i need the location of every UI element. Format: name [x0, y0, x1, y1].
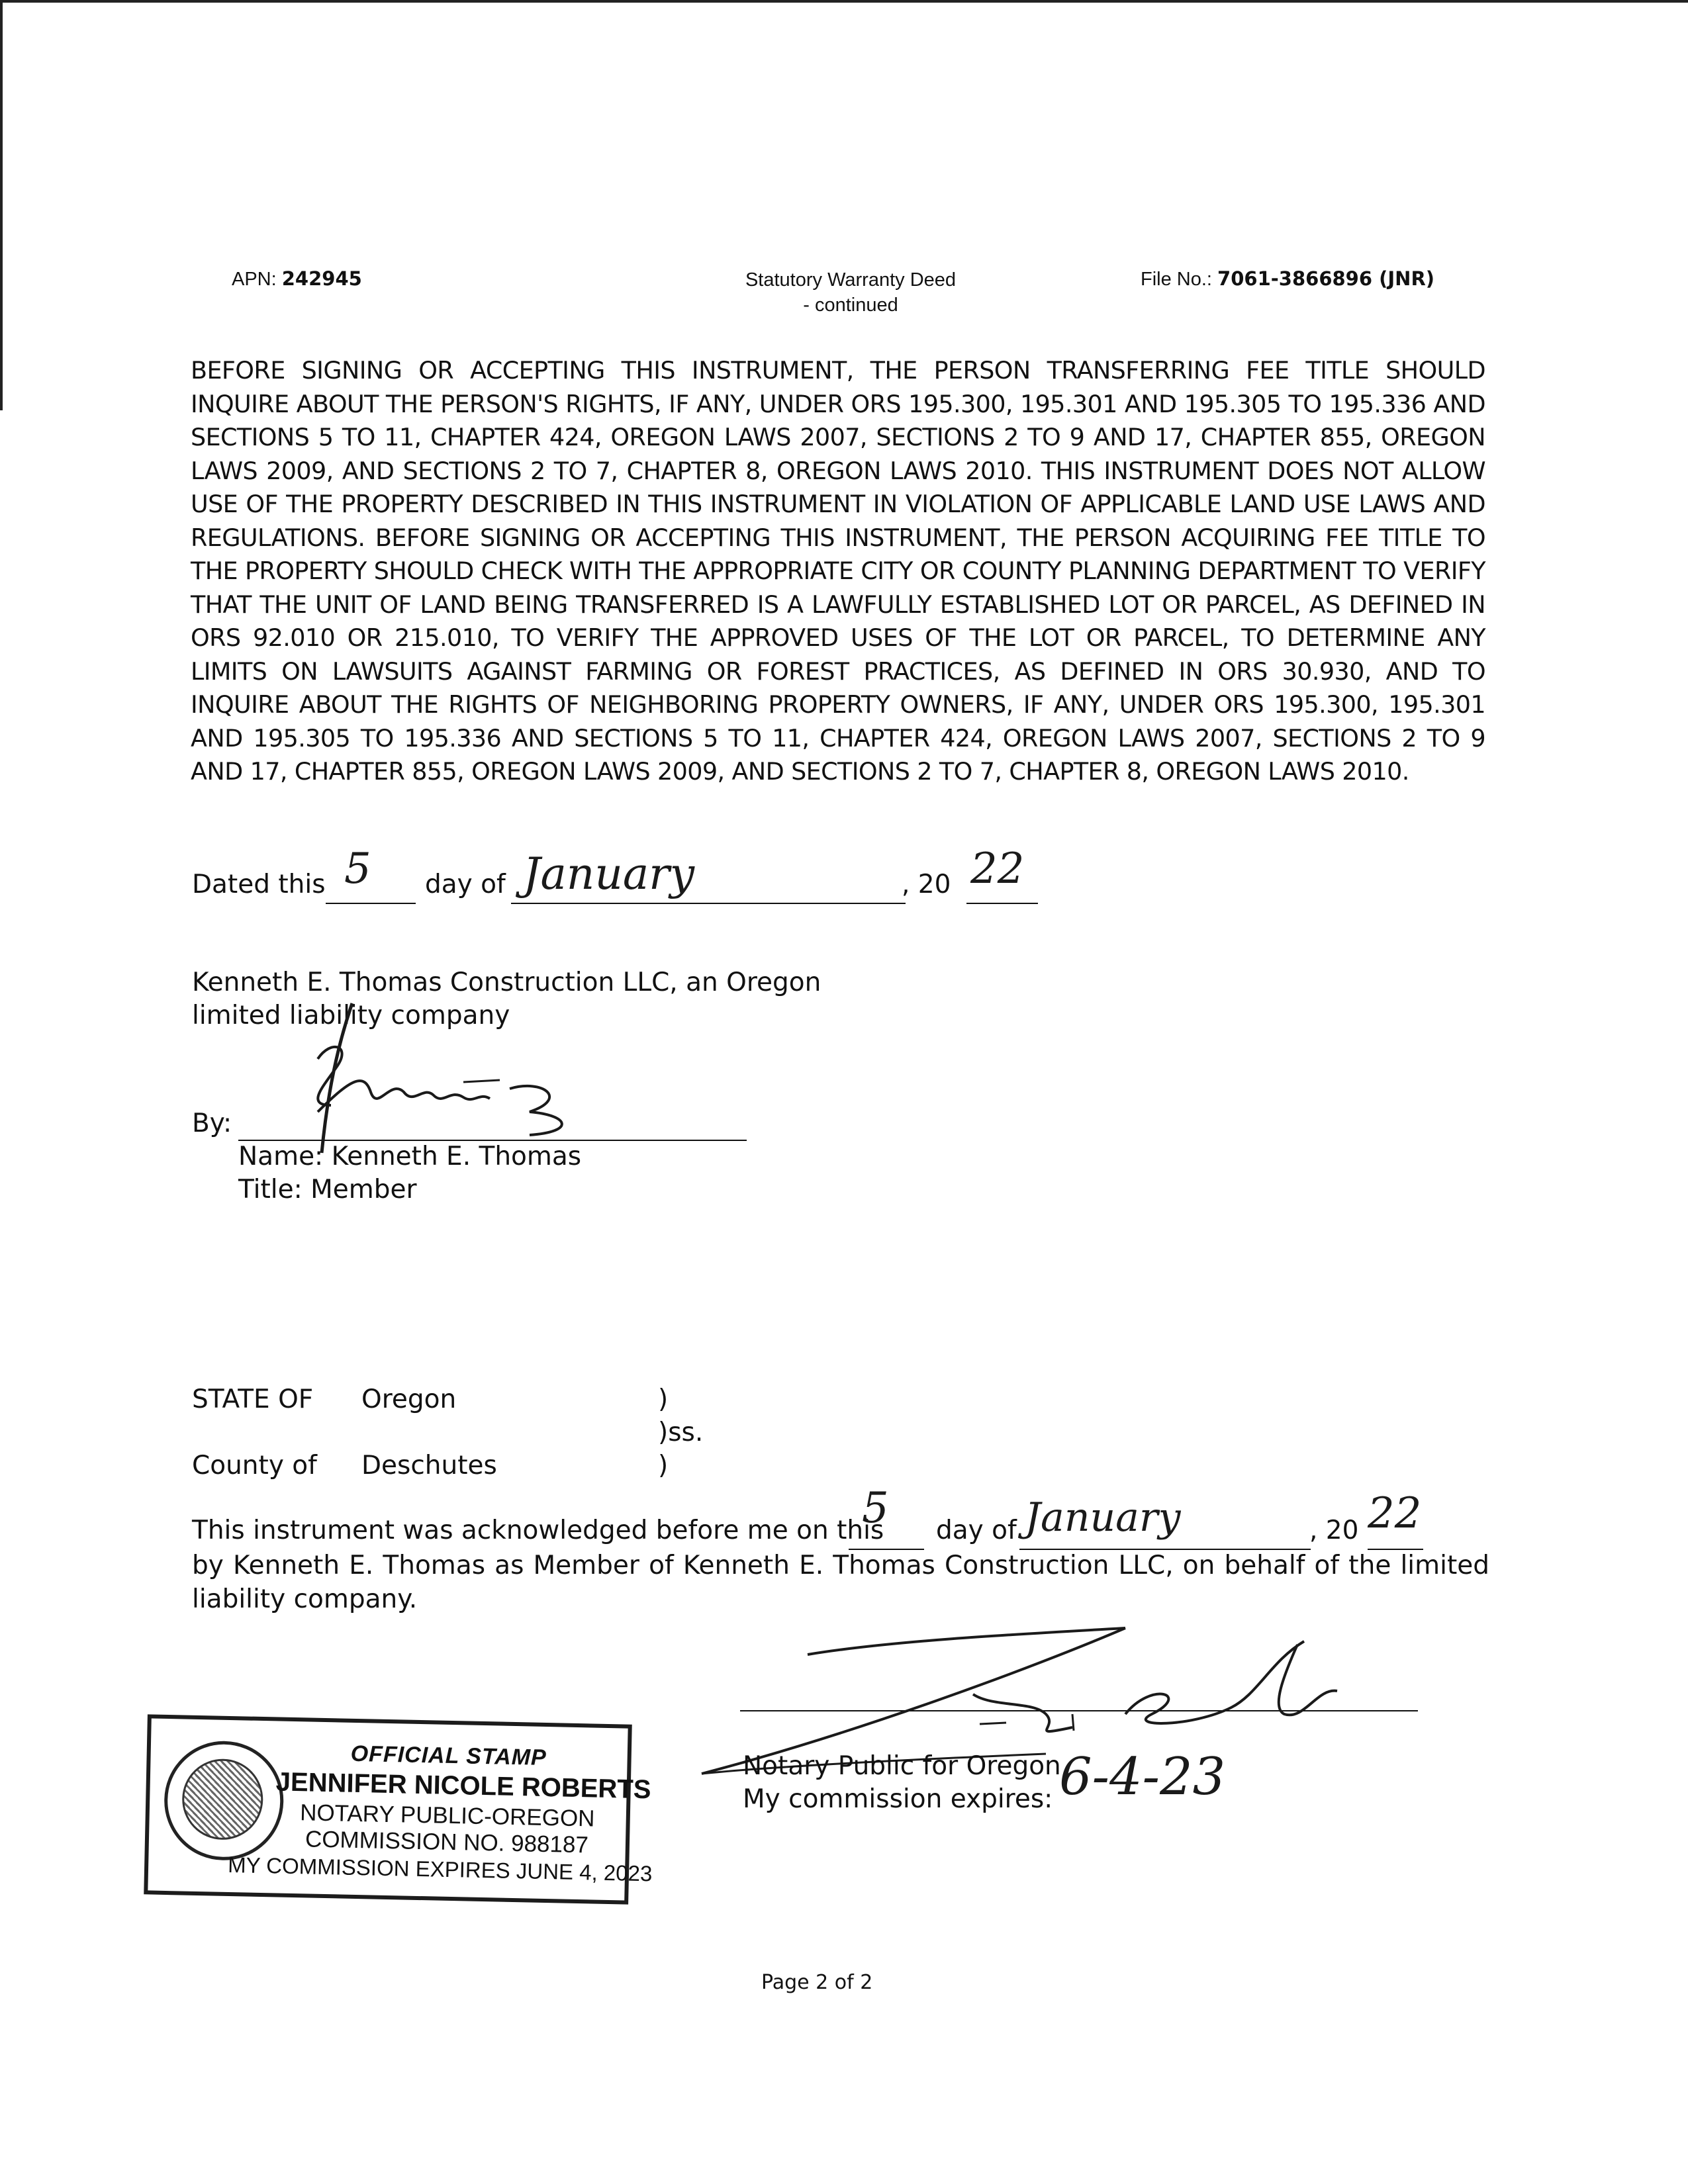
state-seal-icon [163, 1740, 285, 1862]
statutory-notice: BEFORE SIGNING OR ACCEPTING THIS INSTRUMENT, THE PERSON TRANSFERRING FEE TITLE SHOULD INQUIRE ABOUT THE PERSON'S RIGHTS, IF ANY, UNDER ORS 195.300, 195.301 AND 195.305 TO 195.336 AND SECTIONS 5 TO 11, CHAPTER 424, OREGON LAWS 2007, SECTIONS 2 TO 9 AND 17, CHAPTER 855, OREGON LAWS 2009, AND SECTIONS 2 TO 7, CHAPTER 8, OREGON LAWS 2010. THIS INSTRUMENT DOES NOT ALLOW USE OF THE PROPERTY DESCRIBED IN THIS INSTRUMENT IN VIOLATION OF APPLICABLE LAND USE LAWS AND REGULATIONS. BEFORE SIGNING OR ACCEPTING THIS INSTRUMENT, THE PERSON ACQUIRING FEE TITLE TO THE PROPERTY SHOULD CHECK WITH THE APPROPRIATE CITY OR COUNTY PLANNING DEPARTMENT TO VERIFY THAT THE UNIT OF LAND BEING TRANSFERRED IS A LAWFULLY ESTABLISHED LOT OR PARCEL, AS DEFINED IN ORS 92.010 OR 215.010, TO VERIFY THE APPROVED USES OF THE LOT OR PARCEL, TO DETERMINE ANY LIMITS ON LAWSUITS AGAINST FARMING OR FOREST PRACTICES, AS DEFINED IN ORS 30.930, AND TO INQUIRE ABOUT THE RIGHTS OF NEIGHBORING PROPERTY OWNERS, IF ANY, UNDER ORS 195.300, 195.301 AND 195.305 TO 195.336 AND SECTIONS 5 TO 11, CHAPTER 424, OREGON LAWS 2007, SECTIONS 2 TO 9 AND 17, CHAPTER 855, OREGON LAWS 2009, AND SECTIONS 2 TO 7, CHAPTER 8, OREGON LAWS 2010. [191, 356, 1485, 786]
venue-paren-top: ) [658, 1385, 669, 1414]
dated-year-prefix: , 20 [902, 870, 951, 899]
grantor-signature [291, 999, 596, 1158]
document-title-line1: Statutory Warranty Deed [745, 269, 957, 291]
document-title [688, 267, 1013, 318]
by-label: By: [192, 1109, 232, 1138]
document-title-line2: - continued [803, 295, 898, 316]
dated-year-blank [966, 903, 1038, 904]
file-number-label: File No.: [1141, 269, 1212, 290]
stamp-notary-name: JENNIFER NICOLE ROBERTS [275, 1767, 651, 1805]
state-label: STATE OF [192, 1385, 314, 1414]
notary-title: Notary Public for Oregon [743, 1751, 1061, 1781]
ack-year-prefix: , 20 [1309, 1516, 1359, 1545]
dated-prefix: Dated this [192, 870, 326, 899]
state-seal-emblem [181, 1758, 264, 1841]
state-value: Oregon [361, 1385, 457, 1414]
signer-title: Title: Member [238, 1175, 417, 1205]
grantor-line2: limited liability company [192, 1001, 510, 1030]
venue-paren-bottom: ) [658, 1451, 669, 1480]
file-number-field [1141, 267, 1434, 291]
ack-month-handwritten: January [1025, 1494, 1181, 1541]
file-number-value: 7061-3866896 (JNR) [1217, 267, 1435, 290]
stamp-commission-number: COMMISSION NO. 988187 [305, 1826, 589, 1858]
county-value: Deschutes [361, 1451, 497, 1480]
dated-day-blank [326, 903, 416, 904]
dated-year-handwritten: 22 [970, 844, 1025, 893]
dated-day-label: day of [425, 870, 506, 899]
commission-expires-handwritten: 6-4-23 [1059, 1747, 1226, 1807]
apn-field [232, 267, 362, 291]
grantor-line1: Kenneth E. Thomas Construction LLC, an Oregon [192, 968, 821, 997]
apn-label: APN: [232, 269, 277, 290]
stamp-notary-title: NOTARY PUBLIC-OREGON [299, 1799, 595, 1832]
county-label: County of [192, 1451, 317, 1480]
scan-edge-top [0, 0, 1688, 3]
dated-month-blank [511, 903, 906, 904]
stamp-expiration: MY COMMISSION EXPIRES JUNE 4, 2023 [227, 1852, 653, 1886]
signer-name: Name: Kenneth E. Thomas [238, 1142, 582, 1171]
page-number: Page 2 of 2 [761, 1971, 873, 1994]
ack-day-label: day of [936, 1516, 1017, 1545]
venue-ss: )ss. [658, 1418, 704, 1447]
ack-day-handwritten: 5 [862, 1484, 889, 1533]
stamp-heading: OFFICIAL STAMP [350, 1741, 547, 1770]
commission-expires-label: My commission expires: [743, 1784, 1053, 1814]
ack-year-handwritten: 22 [1368, 1489, 1422, 1538]
dated-month-handwritten: January [523, 848, 695, 899]
ack-body: by Kenneth E. Thomas as Member of Kenneth E. Thomas Construction LLC, on behalf of the limited liability company. [192, 1551, 1489, 1614]
dated-day-handwritten: 5 [344, 844, 371, 893]
apn-value: 242945 [281, 267, 362, 290]
notary-stamp [144, 1714, 653, 1904]
scan-edge-left [0, 0, 3, 410]
ack-prefix: This instrument was acknowledged before me on this [192, 1516, 884, 1545]
